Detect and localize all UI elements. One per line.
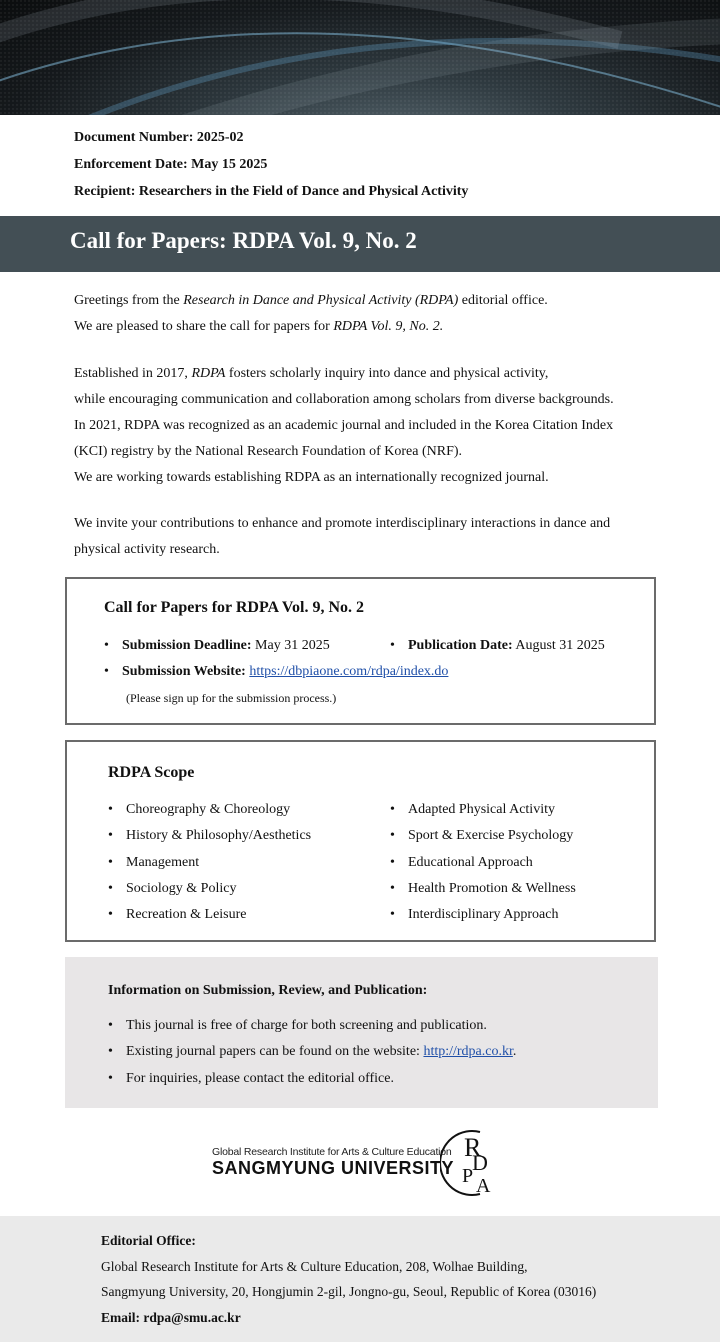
about-paragraph <box>74 361 614 491</box>
bullet-icon: • <box>390 828 395 843</box>
about-line: In 2021, RDPA was recognized as an academic journal and included in the Korea Citation Index <box>74 418 614 433</box>
bullet-icon: • <box>390 907 395 922</box>
scope-item: • Interdisciplinary Approach <box>390 907 559 922</box>
scope-heading: RDPA Scope <box>108 764 195 781</box>
bullet-icon: • <box>104 664 109 679</box>
bullet-icon: • <box>108 802 113 817</box>
bullet-icon: • <box>108 1044 113 1059</box>
scope-item: • Choreography & Choreology <box>108 802 291 817</box>
bullet-icon: • <box>108 907 113 922</box>
cfp-note: (Please sign up for the submission process.) <box>126 691 337 705</box>
bullet-icon: • <box>108 881 113 896</box>
cfp-heading: Call for Papers for RDPA Vol. 9, No. 2 <box>104 599 364 616</box>
logo-university-text: SANGMYUNG UNIVERSITY <box>212 1158 455 1178</box>
bullet-icon: • <box>108 1071 113 1086</box>
footer <box>0 1216 720 1342</box>
info-item: • For inquiries, please contact the editorial office. <box>108 1071 394 1086</box>
footer-heading: Editorial Office: <box>101 1233 196 1248</box>
scope-item: • Sociology & Policy <box>108 881 237 896</box>
about-line: We are working towards establishing RDPA as an internationally recognized journal. <box>74 470 549 485</box>
journal-website-link[interactable]: http://rdpa.co.kr <box>423 1044 513 1059</box>
invite-line: We invite your contributions to enhance and promote interdisciplinary interactions in dance and <box>74 516 611 531</box>
scope-item: • Sport & Exercise Psychology <box>390 828 574 843</box>
scope-box <box>65 740 656 942</box>
svg-text:R: R <box>464 1133 482 1162</box>
banner-decoration <box>0 0 720 115</box>
scope-item: • Educational Approach <box>390 855 533 870</box>
scope-item: • Health Promotion & Wellness <box>390 881 576 896</box>
bullet-icon: • <box>390 802 395 817</box>
invite-paragraph <box>74 511 610 563</box>
footer-email: Email: rdpa@smu.ac.kr <box>101 1310 241 1325</box>
header-banner <box>0 0 720 115</box>
about-line: while encouraging communication and collaboration among scholars from diverse backgrounds. <box>74 392 614 407</box>
scope-item: • History & Philosophy/Aesthetics <box>108 828 312 843</box>
footer-address-line: Global Research Institute for Arts & Culture Education, 208, Wolhae Building, <box>101 1259 528 1274</box>
recipient: Recipient: Researchers in the Field of Dance and Physical Activity <box>74 184 469 199</box>
info-item: • This journal is free of charge for both screening and publication. <box>108 1018 487 1033</box>
about-line: (KCI) registry by the National Research Foundation of Korea (NRF). <box>74 444 463 459</box>
invite-line: physical activity research. <box>74 542 220 557</box>
scope-item: • Adapted Physical Activity <box>390 802 555 817</box>
share-line: We are pleased to share the call for papers for RDPA Vol. 9, No. 2. <box>74 319 444 334</box>
enforcement-date: Enforcement Date: May 15 2025 <box>74 157 268 172</box>
cfp-publication-date: • Publication Date: August 31 2025 <box>390 638 605 653</box>
svg-text:P: P <box>462 1165 474 1187</box>
title-bar <box>0 216 720 272</box>
rdpa-mark-icon <box>440 1124 506 1200</box>
info-box <box>65 957 658 1108</box>
bullet-icon: • <box>104 638 109 653</box>
footer-address-line: Sangmyung University, 20, Hongjumin 2-gil, Jongno-gu, Seoul, Republic of Korea (03016) <box>101 1284 597 1299</box>
page-title: Call for Papers: RDPA Vol. 9, No. 2 <box>70 228 417 253</box>
bullet-icon: • <box>108 828 113 843</box>
submission-website-link[interactable]: https://dbpiaone.com/rdpa/index.do <box>249 664 449 679</box>
greeting-line: Greetings from the Research in Dance and Physical Activity (RDPA) editorial office. <box>74 293 548 308</box>
cfp-box <box>65 577 656 725</box>
document-number: Document Number: 2025-02 <box>74 130 244 145</box>
bullet-icon: • <box>108 855 113 870</box>
bullet-icon: • <box>390 638 395 653</box>
bullet-icon: • <box>108 1018 113 1033</box>
scope-item: • Recreation & Leisure <box>108 907 247 922</box>
cfp-website: • Submission Website: https://dbpiaone.com/rdpa/index.do <box>104 664 449 679</box>
intro-paragraph <box>74 288 548 340</box>
cfp-deadline: • Submission Deadline: May 31 2025 <box>104 638 330 653</box>
info-heading: Information on Submission, Review, and Publication: <box>108 983 428 998</box>
bullet-icon: • <box>390 855 395 870</box>
about-line: Established in 2017, RDPA fosters scholarly inquiry into dance and physical activity, <box>74 366 549 381</box>
scope-item: • Management <box>108 855 200 870</box>
university-logo <box>212 1124 512 1200</box>
svg-text:A: A <box>476 1175 491 1197</box>
info-item: • Existing journal papers can be found on the website: http://rdpa.co.kr. <box>108 1044 517 1059</box>
svg-text:D: D <box>472 1150 488 1175</box>
logo-institute-text: Global Research Institute for Arts & Culture Education <box>212 1146 452 1158</box>
bullet-icon: • <box>390 881 395 896</box>
